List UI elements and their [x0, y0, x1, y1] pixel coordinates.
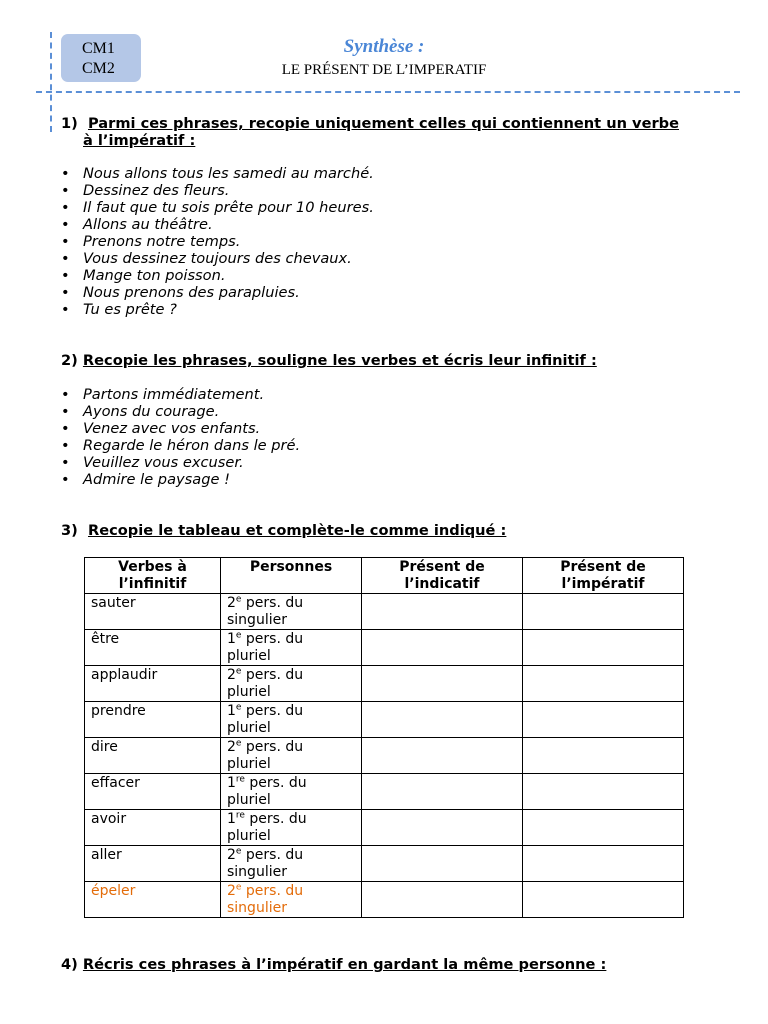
exercise-2-text: Recopie les phrases, souligne les verbes et écris leur infinitif :: [82, 352, 597, 369]
person-ordinal-suffix: e: [235, 594, 242, 605]
person-number: pluriel: [227, 720, 271, 736]
verb-cell: [85, 846, 221, 882]
list-item: • Nous allons tous les samedi au marché.: [61, 165, 374, 182]
person-cell: [221, 882, 362, 918]
verb-text: aller: [91, 847, 122, 863]
header-line: Personnes: [249, 559, 333, 575]
person-ordinal: 1: [227, 703, 236, 719]
person-ordinal: 1: [227, 811, 236, 827]
exercise-1-number: 1): [61, 115, 78, 132]
header-persons: [221, 558, 362, 594]
indicative-cell[interactable]: [362, 594, 523, 630]
page-title: Synthèse :: [343, 36, 425, 57]
verb-cell: [85, 702, 221, 738]
person-text: pers. du: [241, 595, 304, 611]
page-subtitle: LE PRÉSENT DE L’IMPERATIF: [281, 62, 487, 78]
list-item: • Regarde le héron dans le pré.: [61, 437, 300, 454]
person-number: pluriel: [227, 648, 271, 664]
person-number: pluriel: [227, 684, 271, 700]
indicative-cell[interactable]: [362, 846, 523, 882]
list-item: • Partons immédiatement.: [61, 386, 300, 403]
list-item: • Vous dessinez toujours des chevaux.: [61, 250, 374, 267]
person-cell: [221, 702, 362, 738]
indicative-cell[interactable]: [362, 666, 523, 702]
verb-text: être: [91, 631, 120, 647]
exercise-4-number: 4): [61, 956, 78, 973]
table-row: [85, 774, 684, 810]
header-line: l’impératif: [561, 576, 645, 592]
indicative-cell[interactable]: [362, 630, 523, 666]
table-row: [85, 882, 684, 918]
imperative-cell[interactable]: [523, 738, 684, 774]
person-ordinal: 1: [227, 631, 236, 647]
person-number: singulier: [227, 612, 287, 628]
person-ordinal-suffix: re: [235, 774, 245, 785]
person-text: pers. du: [241, 847, 304, 863]
person-text: pers. du: [241, 739, 304, 755]
horizontal-dashed-rule: [36, 91, 740, 93]
indicative-cell[interactable]: [362, 774, 523, 810]
verb-text: applaudir: [91, 667, 158, 683]
exercise-4-heading: [61, 956, 606, 973]
verb-text: dire: [91, 739, 118, 755]
imperative-cell[interactable]: [523, 846, 684, 882]
list-item: • Mange ton poisson.: [61, 267, 374, 284]
verb-cell: [85, 738, 221, 774]
list-item: • Prenons notre temps.: [61, 233, 374, 250]
person-ordinal-suffix: e: [235, 846, 242, 857]
list-item: • Admire le paysage !: [61, 471, 300, 488]
list-item: • Veuillez vous excuser.: [61, 454, 300, 471]
verb-cell: [85, 774, 221, 810]
indicative-cell[interactable]: [362, 702, 523, 738]
person-cell: [221, 594, 362, 630]
person-number: pluriel: [227, 792, 271, 808]
person-cell: [221, 738, 362, 774]
person-number: pluriel: [227, 828, 271, 844]
person-text: pers. du: [244, 811, 307, 827]
exercise-2-list: [61, 386, 300, 488]
person-text: pers. du: [241, 631, 304, 647]
exercise-2-heading: [61, 352, 597, 369]
person-number: singulier: [227, 900, 287, 916]
table-row: [85, 738, 684, 774]
table-header-row: [85, 558, 684, 594]
exercise-1-text-line2: à l’impératif :: [83, 132, 196, 149]
header-line: Présent de: [399, 559, 485, 575]
person-text: pers. du: [241, 883, 304, 899]
list-item: • Nous prenons des parapluies.: [61, 284, 374, 301]
indicative-cell[interactable]: [362, 738, 523, 774]
list-item: • Il faut que tu sois prête pour 10 heures.: [61, 199, 374, 216]
person-ordinal-suffix: e: [235, 666, 242, 677]
exercise-3-heading: [61, 522, 506, 539]
exercise-3-text: Recopie le tableau et complète-le comme indiqué :: [88, 522, 507, 539]
header-line: l’indicatif: [404, 576, 480, 592]
list-item: • Venez avec vos enfants.: [61, 420, 300, 437]
imperative-cell[interactable]: [523, 630, 684, 666]
person-ordinal-suffix: e: [235, 882, 242, 893]
verb-cell: [85, 666, 221, 702]
imperative-cell[interactable]: [523, 882, 684, 918]
person-ordinal-suffix: e: [235, 630, 242, 641]
exercise-3-number: 3): [61, 522, 78, 539]
imperative-cell[interactable]: [523, 810, 684, 846]
verb-text: prendre: [91, 703, 146, 719]
indicative-cell[interactable]: [362, 882, 523, 918]
exercise-2-number: 2): [61, 352, 78, 369]
exercise-1-list: [61, 165, 374, 318]
table-row: [85, 666, 684, 702]
header-line: Présent de: [560, 559, 646, 575]
header-imperative: [523, 558, 684, 594]
imperative-cell[interactable]: [523, 702, 684, 738]
header-verbs: [85, 558, 221, 594]
indicative-cell[interactable]: [362, 810, 523, 846]
person-ordinal: 2: [227, 883, 236, 899]
person-ordinal: 2: [227, 595, 236, 611]
header-line: l’infinitif: [118, 576, 187, 592]
verb-text: effacer: [91, 775, 140, 791]
person-text: pers. du: [241, 703, 304, 719]
verb-text: épeler: [91, 883, 136, 899]
list-item: • Allons au théâtre.: [61, 216, 374, 233]
verb-cell: [85, 594, 221, 630]
person-text: pers. du: [244, 775, 307, 791]
person-cell: [221, 630, 362, 666]
header-indicative: [362, 558, 523, 594]
person-ordinal: 2: [227, 739, 236, 755]
verb-table: [84, 557, 684, 918]
exercise-1-heading: [61, 115, 679, 149]
person-ordinal: 1: [227, 775, 236, 791]
person-number: pluriel: [227, 756, 271, 772]
table-row: [85, 846, 684, 882]
table-row: [85, 702, 684, 738]
verb-table-body: [85, 594, 684, 918]
verb-cell: [85, 630, 221, 666]
person-cell: [221, 666, 362, 702]
table-row: [85, 594, 684, 630]
table-row: [85, 810, 684, 846]
table-row: [85, 630, 684, 666]
list-item: • Dessinez des fleurs.: [61, 182, 374, 199]
person-cell: [221, 846, 362, 882]
person-cell: [221, 774, 362, 810]
header-line: Verbes à: [118, 559, 187, 575]
person-ordinal: 2: [227, 667, 236, 683]
person-ordinal: 2: [227, 847, 236, 863]
person-cell: [221, 810, 362, 846]
verb-cell: [85, 810, 221, 846]
person-ordinal-suffix: e: [235, 702, 242, 713]
verb-text: avoir: [91, 811, 127, 827]
list-item: • Tu es prête ?: [61, 301, 374, 318]
level-cm2: CM2: [82, 60, 115, 77]
exercise-1-text-line1: Parmi ces phrases, recopie uniquement celles qui contiennent un verbe: [88, 115, 680, 132]
person-ordinal-suffix: e: [235, 738, 242, 749]
level-cm1: CM1: [82, 40, 115, 57]
imperative-cell[interactable]: [523, 666, 684, 702]
person-ordinal-suffix: re: [235, 810, 245, 821]
imperative-cell[interactable]: [523, 594, 684, 630]
person-text: pers. du: [241, 667, 304, 683]
exercise-4-text: Récris ces phrases à l’impératif en gardant la même personne :: [82, 956, 607, 973]
list-item: • Ayons du courage.: [61, 403, 300, 420]
verb-text: sauter: [91, 595, 136, 611]
person-number: singulier: [227, 864, 287, 880]
imperative-cell[interactable]: [523, 774, 684, 810]
verb-cell: [85, 882, 221, 918]
